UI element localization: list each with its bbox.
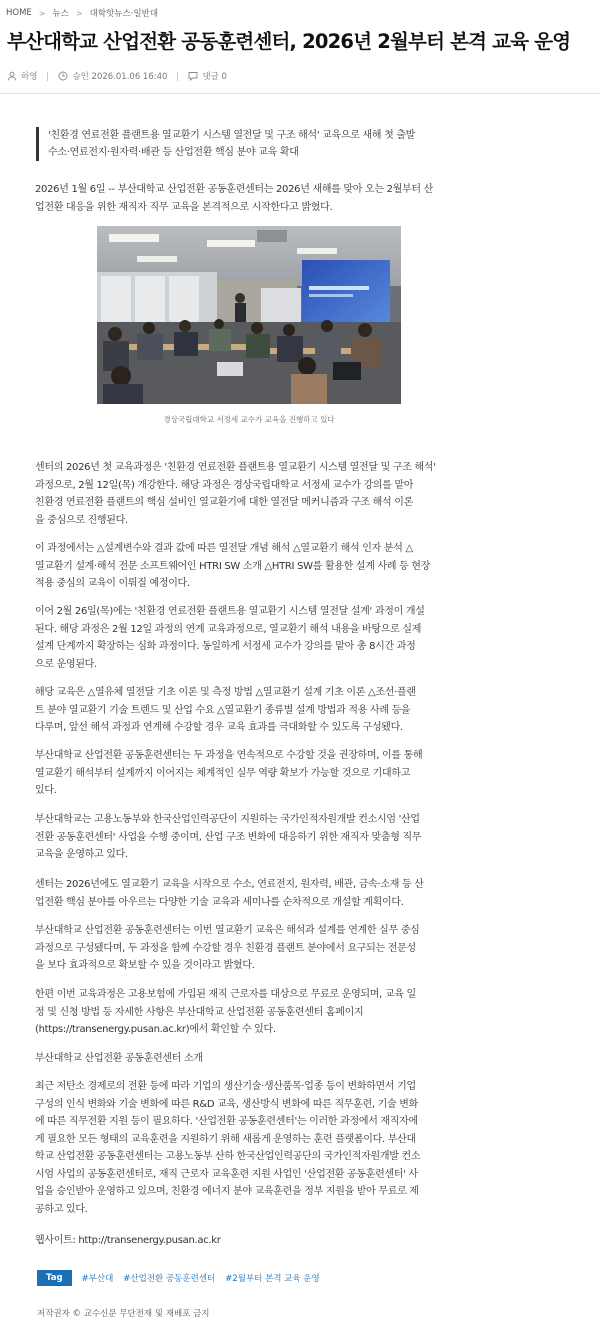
paragraph-line: 부산대학교 산업전환 공동훈련센터 소개 bbox=[35, 1053, 203, 1064]
paragraph-line: 이 과정에서는 △설계변수와 결과 값에 따른 열전달 개념 해석 △열교환기 해석 인자 분석 △ bbox=[35, 543, 413, 554]
comment-icon bbox=[188, 71, 198, 81]
author-name[interactable]: 하영 bbox=[21, 72, 38, 82]
article-paragraph bbox=[35, 459, 466, 529]
paragraph-line: 부산대학교는 고용노동부와 한국산업인력공단이 지원하는 국가인적자원개발 컨소시엄 '산업 bbox=[35, 814, 420, 825]
paragraph-line: 적용 중심의 교육이 이뤄질 예정이다. bbox=[35, 578, 190, 589]
article-subheadline bbox=[36, 127, 476, 161]
tag-label: Tag bbox=[37, 1270, 72, 1286]
paragraph-line: 설계 단계까지 확장하는 심화 과정이다. 동일하게 서정세 교수가 강의를 맡아 총 8시간 과정 bbox=[35, 641, 416, 652]
photo-caption: 경상국립대학교 서정세 교수가 교육을 진행하고 있다 bbox=[163, 415, 335, 424]
paragraph-line: 과정으로, 2월 12일(목) 개강한다. 해당 과정은 경상국립대학교 서정세 교수가 강의를 맡아 bbox=[35, 479, 414, 491]
breadcrumb-section[interactable]: 뉴스 bbox=[52, 9, 69, 19]
article-paragraph bbox=[35, 747, 466, 800]
paragraph-line: 열교환기 설계·해석 전문 소프트웨어인 HTRI SW 소개 △HTRI SW를 활용한 설계 사례 등 현장 bbox=[35, 560, 431, 572]
tag-link[interactable]: #부산대 bbox=[81, 1274, 114, 1284]
article-paragraph bbox=[35, 986, 466, 1039]
meta-divider bbox=[47, 72, 48, 81]
article-paragraph bbox=[35, 811, 466, 864]
paragraph-line: 된다. 해당 과정은 2월 12일 과정의 연계 교육과정으로, 열교환기 해석 내용을 바탕으로 실제 bbox=[35, 623, 422, 635]
paragraph-line: 해당 교육은 △열유체 열전달 기초 이론 및 측정 방법 △열교환기 설계 기초 이론 △조선·플랜 bbox=[35, 687, 416, 698]
copyright-notice: 저작권자 © 교수신문 무단전재 및 재배포 금지 bbox=[37, 1309, 210, 1319]
paragraph-line: 을 보다 효과적으로 확보할 수 있을 것이라고 밝혔다. bbox=[35, 960, 255, 971]
paragraph-line: 업전환 대응을 위한 재직자 직무 교육을 본격적으로 시작한다고 밝혔다. bbox=[35, 201, 333, 213]
header-divider bbox=[0, 93, 600, 94]
article-photo[interactable] bbox=[97, 226, 401, 404]
paragraph-line[interactable]: (https://transenergy.pusan.ac.kr)에서 확인할 수 있다. bbox=[35, 1024, 276, 1035]
meta-divider bbox=[177, 72, 178, 81]
clock-icon bbox=[58, 71, 68, 81]
article-paragraph bbox=[35, 603, 466, 673]
comment-count[interactable]: 댓글 0 bbox=[202, 72, 227, 82]
paragraph-line: 학교 산업전환 공동훈련센터는 고용노동부 산하 한국산업인력공단의 국가인적자원개발 컨소 bbox=[35, 1151, 421, 1162]
paragraph-line: 전환 공동훈련센터' 사업을 수행 중이며, 산업 구조 변화에 대응하기 위한 재직자 맞춤형 직무 bbox=[35, 831, 422, 843]
paragraph-line: 센터의 2026년 첫 교육과정은 '친환경 연료전환 플랜트용 열교환기 시스템 열전달 및 구조 해석' bbox=[35, 462, 436, 473]
paragraph-line[interactable]: 웹사이트: http://transenergy.pusan.ac.kr bbox=[35, 1235, 221, 1246]
article-subtitle bbox=[35, 1050, 466, 1068]
paragraph-line: 친환경 연료전환 플랜트의 핵심 설비인 열교환기에 대한 열전달 메커니즘과 구조 해석 이론 bbox=[35, 497, 413, 508]
paragraph-line: 업전환 핵심 분야를 아우르는 다양한 기술 교육과 세미나를 순차적으로 개설할 계획이다. bbox=[35, 896, 404, 908]
paragraph-line: 다루며, 앞선 해석 과정과 연계해 수강할 경우 교육 효과를 극대화할 수 있도록 구성됐다. bbox=[35, 722, 403, 733]
breadcrumb-category[interactable]: 대학핫뉴스·일반대 bbox=[89, 9, 159, 19]
user-icon bbox=[7, 71, 17, 81]
subheadline-line: '친환경 연료전환 플랜트용 열교환기 시스템 열전달 및 구조 해석' 교육으로 새해 첫 출발 bbox=[48, 130, 416, 141]
paragraph-line: 으로 운영된다. bbox=[35, 658, 97, 670]
paragraph-line: 부산대학교 산업전환 공동훈련센터는 두 과정을 연속적으로 수강할 것을 권장하며, 이를 통해 bbox=[35, 750, 423, 761]
article-paragraph bbox=[35, 1078, 466, 1218]
article-paragraph bbox=[35, 922, 466, 975]
paragraph-line: 시엄 사업의 공동훈련센터로, 재직 근로자 교육훈련 지원 사업인 '산업전환 공동훈련센터' 사 bbox=[35, 1168, 418, 1180]
website-link[interactable] bbox=[35, 1232, 466, 1250]
article-title: 부산대학교 산업전환 공동훈련센터, 2026년 2월부터 본격 교육 운영 bbox=[7, 30, 571, 53]
tag-link[interactable]: #산업전환 공동훈련센터 bbox=[123, 1274, 216, 1284]
approved-date: 승인 2026.01.06 16:40 bbox=[72, 72, 168, 82]
subheadline-line: 수소·연료전지·원자력·배관 등 산업전환 핵심 분야 교육 확대 bbox=[48, 147, 299, 158]
article-meta bbox=[7, 70, 227, 82]
lecture-room-image bbox=[97, 226, 401, 404]
paragraph-line: 정 및 신청 방법 등 자세한 사항은 부산대학교 산업전환 공동훈련센터 홈페이지 bbox=[35, 1006, 364, 1018]
tag-link[interactable]: #2월부터 본격 교육 운영 bbox=[225, 1274, 320, 1284]
article-paragraph bbox=[35, 876, 466, 911]
paragraph-line: 공하고 있다. bbox=[35, 1203, 88, 1215]
paragraph-line: 구성의 인식 변화와 기술 변화에 따른 R&D 교육, 생산방식 변화에 따른 직무훈련, 기술 변화 bbox=[35, 1098, 418, 1110]
paragraph-line: 부산대학교 산업전환 공동훈련센터는 이번 열교환기 교육은 해석과 설계를 연계한 실무 중심 bbox=[35, 925, 420, 936]
chevron-right-icon: > bbox=[75, 8, 83, 18]
comments-info[interactable] bbox=[188, 70, 227, 82]
chevron-right-icon: > bbox=[38, 8, 46, 18]
paragraph-line: 을 중심으로 진행된다. bbox=[35, 514, 128, 526]
breadcrumb-home[interactable]: HOME bbox=[6, 8, 32, 18]
tag-row bbox=[37, 1270, 320, 1286]
paragraph-line: 센터는 2026년에도 열교환기 교육을 시작으로 수소, 연료전지, 원자력, 배관, 금속·소재 등 산 bbox=[35, 879, 424, 890]
author-info bbox=[7, 70, 37, 82]
paragraph-line: 게 필요한 모든 형태의 교육훈련을 지원하기 위해 새롭게 운영하는 훈련 플랫폼이다. 부산대 bbox=[35, 1133, 416, 1145]
paragraph-line: 과정으로 구성됐다며, 두 과정을 함께 수강할 경우 친환경 플랜트 분야에서 요구되는 전문성 bbox=[35, 942, 416, 954]
paragraph-line: 트 분야 열교환기 기술 트렌드 및 산업 수요 △열교환기 종류별 설계 방법과 적용 사례 등을 bbox=[35, 704, 411, 716]
paragraph-line: 이어 2월 26일(목)에는 '친환경 연료전환 플랜트용 열교환기 시스템 열전달 설계' 과정이 개설 bbox=[35, 606, 425, 617]
date-info bbox=[58, 70, 167, 82]
paragraph-line: 최근 저탄소 경제로의 전환 등에 따라 기업의 생산기술·생산품목·업종 등이 변화하면서 기업 bbox=[35, 1081, 416, 1092]
article-paragraph bbox=[35, 181, 466, 216]
paragraph-line: 업을 승인받아 운영하고 있으며, 친환경 에너지 분야 교육훈련을 정부 지원을 받아 무료로 제 bbox=[35, 1186, 419, 1197]
paragraph-line: 열교환기 해석부터 설계까지 이어지는 체계적인 실무 역량 확보가 가능할 것으로 기대하고 bbox=[35, 767, 411, 779]
paragraph-line: 2026년 1월 6일 -- 부산대학교 산업전환 공동훈련센터는 2026년 새해를 맞아 오는 2월부터 산 bbox=[35, 184, 434, 195]
paragraph-line: 에 따른 직무전환 지원 등이 필요하다. '산업전환 공동훈련센터'는 이러한 과정에서 재직자에 bbox=[35, 1116, 418, 1127]
paragraph-line: 한편 이번 교육과정은 고용보험에 가입된 재직 근로자를 대상으로 무료로 운영되며, 교육 일 bbox=[35, 989, 416, 1000]
article-paragraph bbox=[35, 540, 466, 593]
paragraph-line: 있다. bbox=[35, 785, 57, 796]
paragraph-line: 교육을 운영하고 있다. bbox=[35, 849, 128, 860]
article-paragraph bbox=[35, 684, 466, 737]
breadcrumb bbox=[6, 7, 158, 19]
